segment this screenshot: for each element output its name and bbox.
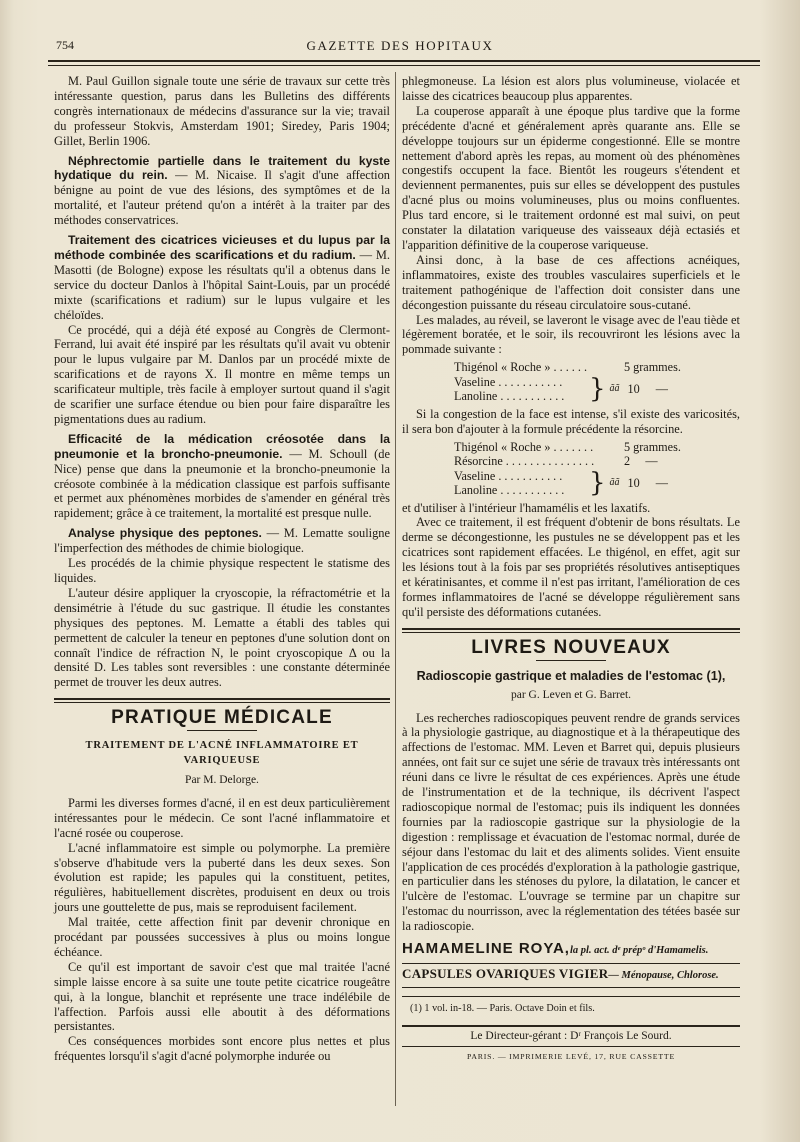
body-creosote: — M. Schoull (de Nice) pense que dans la pneumonie et la broncho-pneumonie la créosote combinée à la médication classique est parfois suffisante et permet aux phénomènes morbides de s'amender en général très rapidement; grâce à ce traitement, la mortalité est presque nulle. bbox=[54, 446, 390, 521]
paragraph-phlegmoneuse: phlegmoneuse. La lésion est alors plus volumineuse, violacée et laisse des cicatrices beaucoup plus apparentes. bbox=[402, 74, 740, 103]
paragraph-book-review: Les recherches radioscopiques peuvent rendre de grands services à la physiologie gastrique, au diagnostique et à la thérapeutique des affections de l'estomac. MM. Leven et Barret qui, depuis plusieurs années, ont fait sur ce sujet une série de travaux très intéressants ont réuni dans ce livre le résultat de ces expériences. Après une étude de l'instrumentation et de la technique, ils décrivent l'aspect radioscopique normal de l'estomac; puis ils indiquent les données fournies par la radioscopie gastrique sur la physiologie de la digestion : remplissage et évacuation de l'estomac normal, durée de séjour dans l'estomac du lait et des aliments solides. Vient ensuite l'application de ces procédés d'exploration à la pathologie gastrique, en particulier dans les sténoses du pylore, la dilatation, le cancer et l'ulcère de l'estomac. L'ouvrage se termine par un chapitre sur l'estomac du nourrisson, avec la réglementation des tétées basée sur la radioscopie. bbox=[402, 710, 740, 934]
recipe-line bbox=[454, 454, 740, 469]
aa-ingredients bbox=[454, 375, 589, 404]
ad-capsules-name: CAPSULES OVARIQUES VIGIER bbox=[402, 966, 609, 981]
heading-nephrectomie: Néphrectomie partielle dans le traitement du kyste hydatique du rein. bbox=[54, 153, 390, 183]
paragraph-base-affections: Ainsi donc, à la base de ces affections acnéiques, inflammatoires, existe des troubles vasculaires superficiels et le traitement pathogénique de l'affection doit consister dans une décongestion puissante du réseau circulatoire sous-cutané. bbox=[402, 252, 740, 312]
quantity-resorcine bbox=[624, 454, 714, 469]
section-rule bbox=[402, 628, 740, 633]
brace-glyph: } bbox=[589, 468, 606, 499]
paragraph-couperose: La couperose apparaît à une époque plus tardive que la forme précédente d'acné et généralement après quarante ans. Elle se développe toujours sur un épiderme congestionné. Elle se montre nettement d'abord après les repas, au moment où des phénomènes congestifs occupent la face. Bientôt les rougeurs s'étendent et deviennent permanentes, puis sur elles se développent des pustules d'acné plus ou moins volumineuses, plus ou moins confluentes. Plus tard encore, si le traitement ordonné est mal suivi, on peut constater la dilatation variqueuse des vaisseaux déjà ectasiés et l'apparition définitive de la couperose variqueuse. bbox=[402, 103, 740, 252]
aa-quantity: 10 bbox=[627, 475, 640, 490]
section-rule bbox=[54, 698, 390, 703]
ingredient-lanoline: Lanoline . . . . . . . . . . . bbox=[454, 389, 565, 404]
paragraph-procede: Ce procédé, qui a déjà été exposé au Congrès de Clermont-Ferrand, lui avait été inspiré par les résultats qu'il avait vu obtenir pour le lupus vulgaire par M. Danlos par un procédé mixte de scarifications et de rayons X. Il montre en même temps un scarificateur multiple, très facile à employer surtout quand il s'agit de scarifier une surface étendue ou bien pour faire disparaître les pigmentations dues au radium. bbox=[54, 322, 390, 426]
paragraph-guillon: M. Paul Guillon signale toute une série de travaux sur cette très intéressante question, parus dans les Bulletins des différents congrès internationaux de médecins d'assurance sur la vie; travail du professeur Stokvis, Amsterdam 1901; Siredey, Paris 1904; Gillet, Berlin 1906. bbox=[54, 74, 390, 148]
paragraph-lematte bbox=[54, 526, 390, 556]
page-number: 754 bbox=[56, 38, 74, 52]
header-rule-thin bbox=[48, 65, 760, 66]
paragraph-acne-5: Ces conséquences morbides sont encore plus nettes et plus fréquentes lorsqu'il s'agit d'acné polymorphe indurée ou bbox=[54, 1034, 390, 1064]
aa-unit: — bbox=[655, 381, 668, 396]
paragraph-schoull bbox=[54, 432, 390, 521]
quantity-thigenol: 5 grammes. bbox=[624, 360, 681, 375]
aa-label: ãã bbox=[609, 476, 620, 488]
ad-capsules-tail: — Ménopause, Chlorose. bbox=[608, 970, 719, 981]
article-title-acne: TRAITEMENT DE L'ACNÉ INFLAMMATOIRE ET VARIQUEUSE bbox=[85, 740, 359, 767]
right-column bbox=[402, 74, 740, 1065]
printer-line: PARIS. — IMPRIMERIE LEVÉ, 17, RUE CASSETTE bbox=[466, 1051, 676, 1061]
body-nephrectomie: — M. Nicaise. Il s'agit d'une affection bénigne au point de vue des lésions, des symptômes et de la mortalité, et l'auteur prétend qu'on a intérêt à la traiter par des méthodes conservatrices. bbox=[54, 168, 390, 228]
recipe-aa-group bbox=[454, 469, 740, 498]
aa-ingredients bbox=[454, 469, 589, 498]
paragraph-acne-4: Ce qu'il est important de savoir c'est que mal traitée l'acné simple laisse encore à sa suite une toute petite cicatrice rougeâtre qui, à la longue, blanchit et représente une trace indélébile de l'affection. Parfois aussi elle aboutit à des déformations persistantes. bbox=[54, 959, 390, 1034]
body-cicatrices: — M. Masotti (de Bologne) expose les résultats qu'il a obtenus dans le service du docteur Danlos à l'hôpital Saint-Louis, par un procédé mixte (scarifications et radium) sur le lupus vulgaire et les chéloïdes. bbox=[54, 247, 390, 322]
paragraph-acne-1: Parmi les diverses formes d'acné, il en est deux particulièrement intéressantes pour le médecin. Ce sont l'acné inflammatoire et l'acné rosée ou couperose. bbox=[54, 795, 390, 840]
section-title-pratique: PRATIQUE MÉDICALE bbox=[111, 707, 333, 729]
heading-cicatrices: Traitement des cicatrices vicieuses et du lupus par la méthode combinée des scarifications et du radium. bbox=[54, 233, 390, 262]
ingredient-vaseline: Vaseline . . . . . . . . . . . bbox=[454, 468, 563, 483]
paragraph-nicaise bbox=[54, 154, 390, 229]
paragraph-resultats: Avec ce traitement, il est fréquent d'obtenir de bons résultats. Le derme se décongestionne, les pustules ne se développent pas et les cicatrices sont rapidement effacées. Le thigénol, en effet, agit sur les lésions tout à la fois par ses propriétés résolutives antiseptiques et kératinisantes, et comme il n'est pas irritant, l'amélioration de ces formes inflammatoires de l'acné se développe régulièrement sans qu'il persiste des déformations cutanées. bbox=[402, 515, 740, 619]
paragraph-chimie-physique: Les procédés de la chimie physique respectent le statisme des liquides. bbox=[54, 556, 390, 585]
recipe-pommade-1 bbox=[454, 360, 740, 404]
ingredient-resorcine: Résorcine . . . . . . . . . . . . . . . bbox=[454, 454, 595, 469]
ad-hamameline-tail: la pl. act. dᵉ prépᵒ d'Hamamelis. bbox=[569, 945, 709, 957]
heading-peptones: Analyse physique des peptones. bbox=[68, 526, 262, 541]
ad-hamameline-name: HAMAMELINE ROYA, bbox=[402, 940, 570, 958]
resorcine-qty-value: 2 bbox=[624, 454, 631, 469]
director-line: Le Directeur-gérant : Dʳ François Le Sourd. bbox=[402, 1025, 740, 1047]
ingredient-vaseline: Vaseline . . . . . . . . . . . bbox=[454, 374, 563, 389]
footnote: (1) 1 vol. in-18. — Paris. Octave Doin et fils. bbox=[402, 996, 740, 1017]
page-header bbox=[44, 36, 756, 56]
paragraph-acne-2: L'acné inflammatoire est simple ou polymorphe. La première s'observe d'habitude vers la puberté dans les deux sexes. Son évolution est rapide; les papules qui la constituent, petites, régulières, habituellement discrètes, produisent en deux ou trois jours une gouttelette de pus, mais se reproduisent facilement. bbox=[54, 840, 390, 915]
recipe-pommade-2 bbox=[454, 440, 740, 498]
recipe-line bbox=[454, 360, 740, 375]
advertisement-hamameline bbox=[402, 942, 740, 959]
paragraph-hamamelis: et d'utiliser à l'intérieur l'hamamélis et les laxatifs. bbox=[402, 500, 651, 515]
recipe-line bbox=[454, 440, 740, 455]
quantity-thigenol: 5 grammes. bbox=[624, 439, 681, 454]
section-title-livres: LIVRES NOUVEAUX bbox=[471, 636, 671, 658]
ingredient-thigenol: Thigénol « Roche » . . . . . . . bbox=[454, 439, 594, 454]
aa-unit: — bbox=[655, 475, 668, 490]
brace-glyph: } bbox=[589, 374, 606, 405]
left-column bbox=[54, 74, 390, 1064]
aa-quantity: 10 bbox=[627, 381, 640, 396]
paragraph-malades-reveil: Les malades, au réveil, se laveront le visage avec de l'eau tiède et légèrement boratée, et le soir, ils recouvriront les lésions avec la pommade suivante : bbox=[402, 312, 740, 357]
short-rule bbox=[187, 730, 257, 731]
paragraph-congestion: Si la congestion de la face est intense, s'il existe des varicosités, il sera bon d'ajouter à la formule précédente la résorcine. bbox=[402, 406, 740, 436]
column-divider bbox=[395, 72, 396, 1106]
body-peptones: — M. Lematte souligne l'imperfection des méthodes de chimie biologique. bbox=[54, 526, 390, 556]
paragraph-masotti bbox=[54, 233, 390, 322]
aa-label: ãã bbox=[609, 382, 620, 394]
journal-title: GAZETTE DES HOPITAUX bbox=[306, 38, 494, 53]
resorcine-qty-unit: — bbox=[645, 454, 658, 469]
paragraph-acne-3: Mal traitée, cette affection finit par devenir chronique en procédant par poussées successives à plus ou moins longue échéance. bbox=[54, 915, 390, 959]
header-rule bbox=[48, 60, 760, 62]
short-rule bbox=[536, 660, 606, 661]
advertisement-capsules bbox=[402, 963, 740, 988]
book-authors: par G. Leven et G. Barret. bbox=[510, 688, 632, 701]
ingredient-lanoline: Lanoline . . . . . . . . . . . bbox=[454, 483, 565, 498]
paragraph-cryoscopie: L'auteur désire appliquer la cryoscopie, la réfractométrie et la densimétrie à l'étude du suc gastrique. Il étudie les constantes physiques des peptones. M. Lematte a établi des tables qui permettent de calculer la teneur en peptones d'une solution dont on connaît l'indice de réfraction N, le point cryoscopique Δ ou la densité D. Les tables sont reversibles : une constante déterminée permet de trouver les deux autres. bbox=[54, 585, 390, 690]
article-byline: Par M. Delorge. bbox=[185, 773, 259, 786]
recipe-aa-group bbox=[454, 375, 740, 404]
book-title: Radioscopie gastrique et maladies de l'estomac (1), bbox=[416, 668, 726, 683]
ingredient-thigenol: Thigénol « Roche » . . . . . . bbox=[454, 360, 588, 375]
heading-creosote: Efficacité de la médication créosotée dans la pneumonie et la broncho-pneumonie. bbox=[54, 431, 390, 461]
